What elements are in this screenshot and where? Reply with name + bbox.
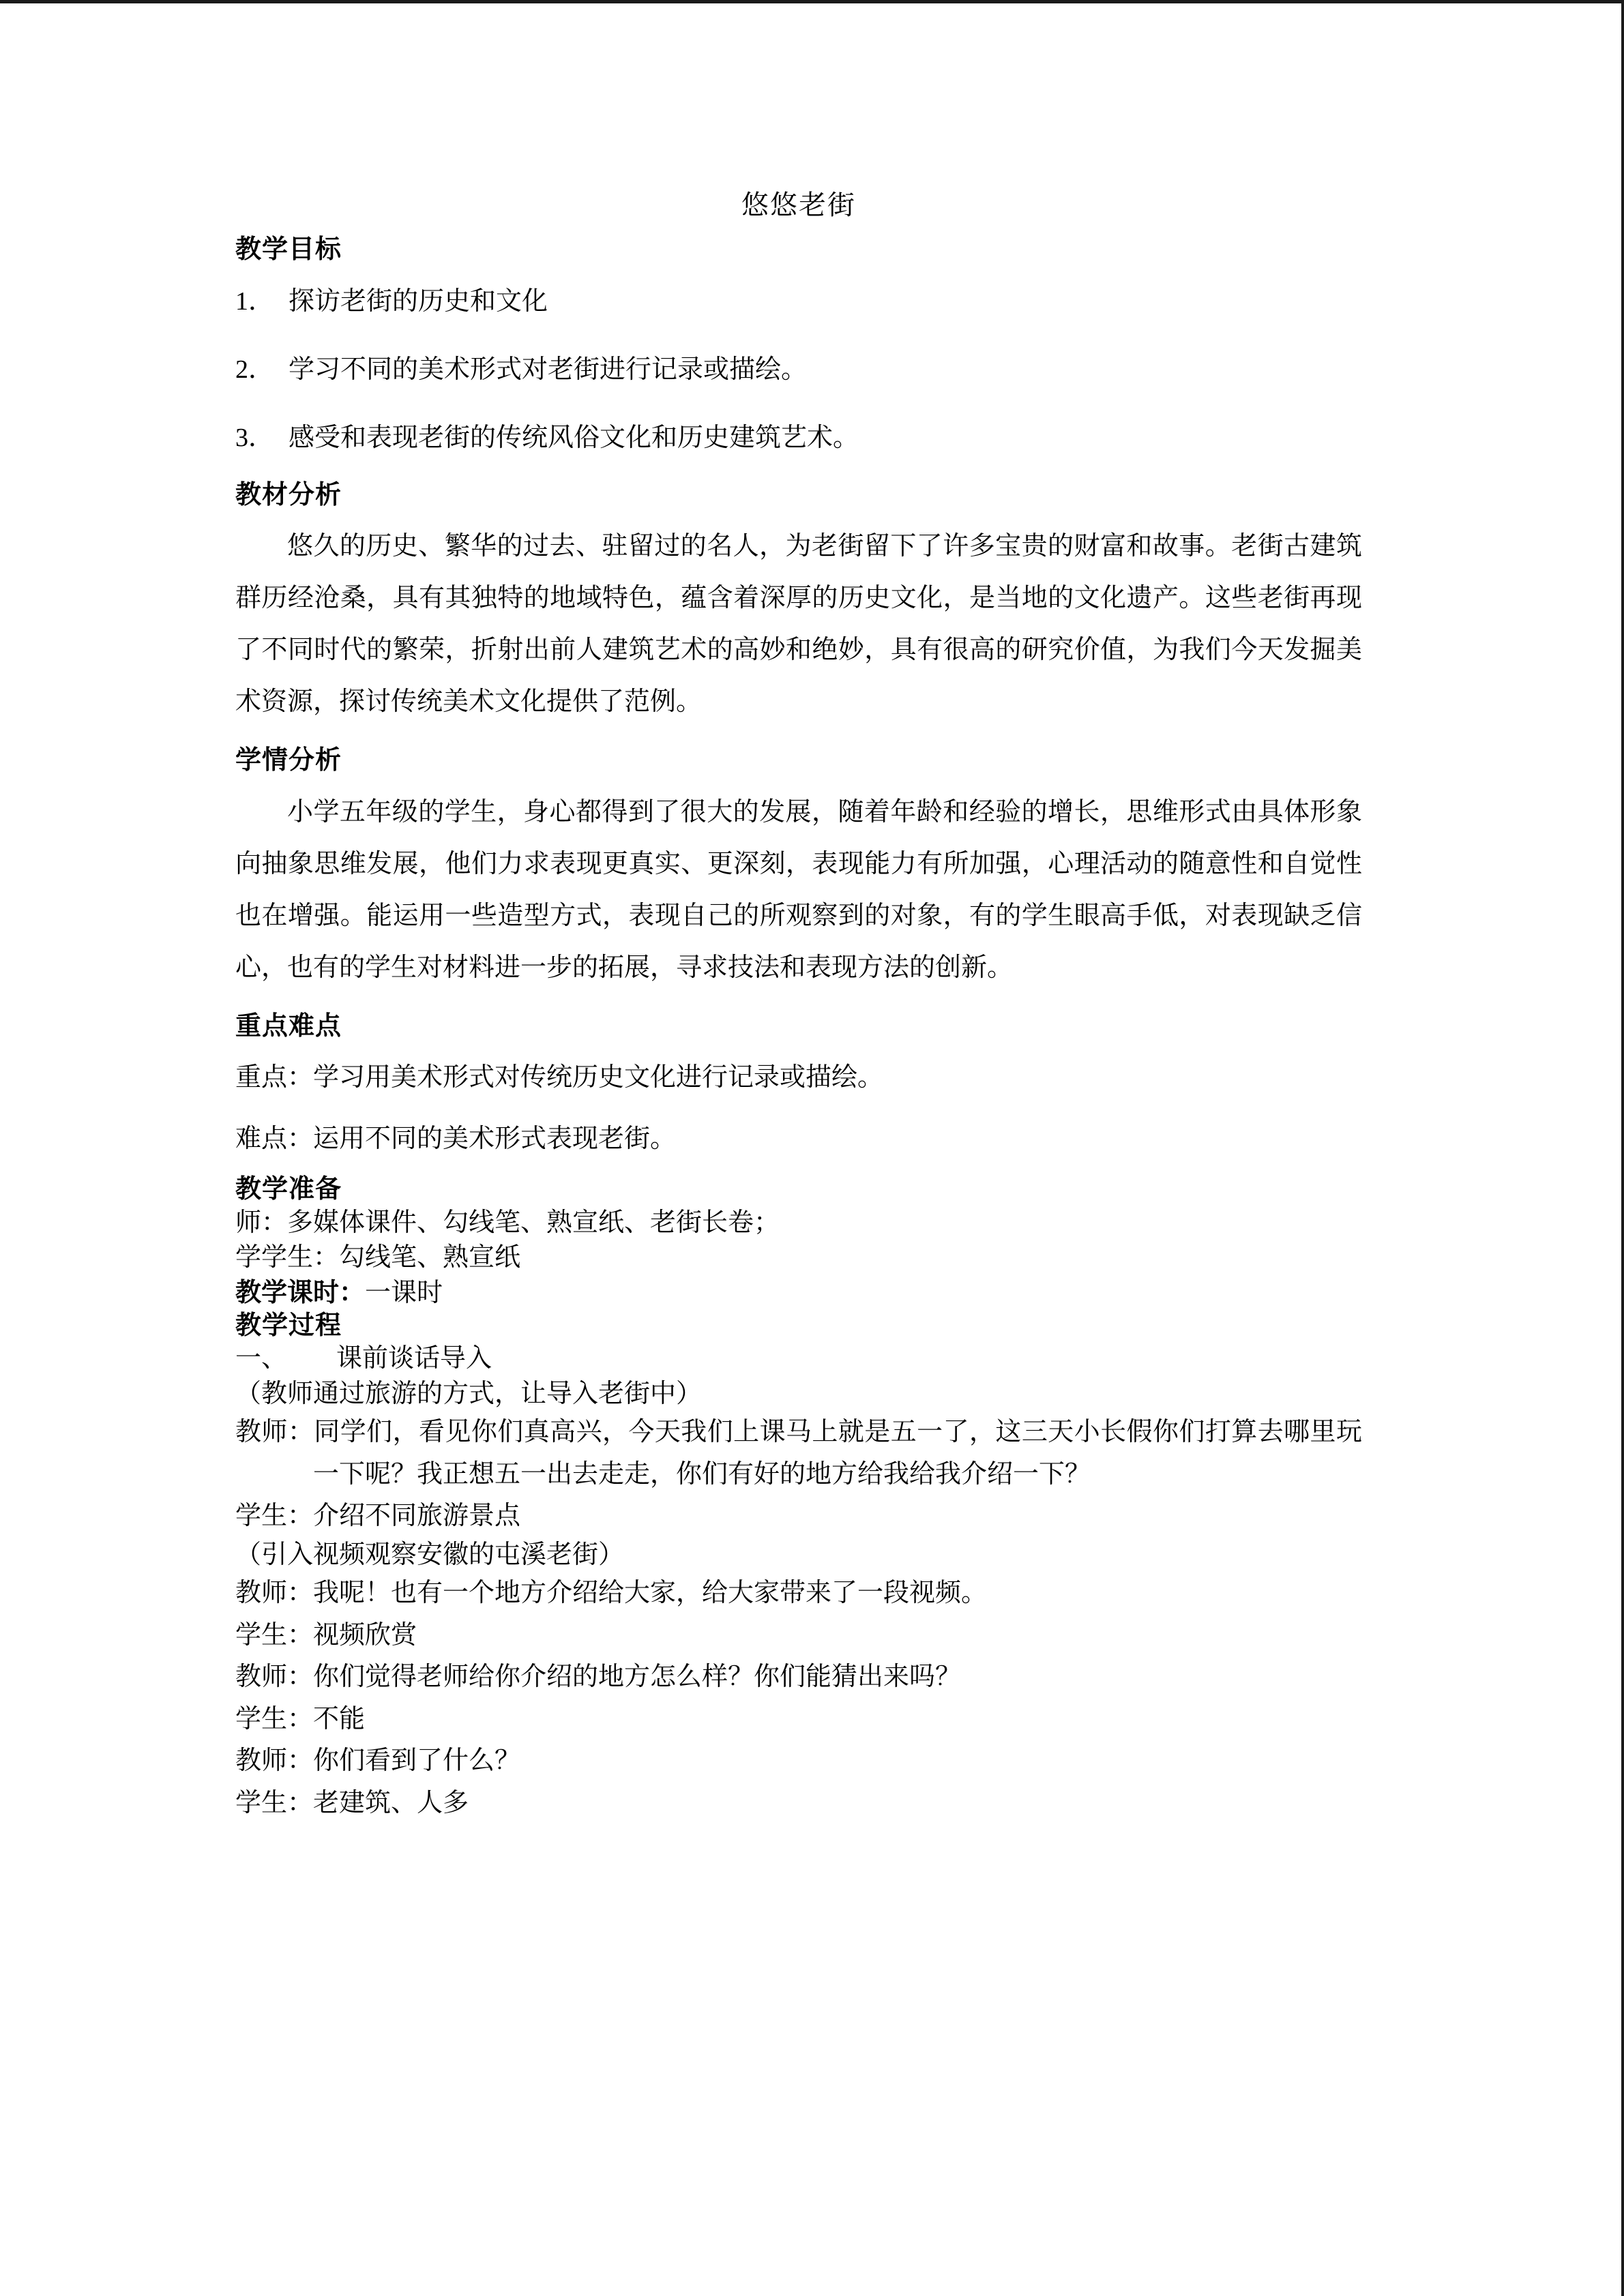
dialogue-text: 介绍不同旅游景点: [313, 1502, 521, 1531]
spacer: [235, 1103, 1362, 1113]
list-item: [235, 412, 1362, 464]
spacer: [235, 1165, 1362, 1174]
paragraph-student-analysis: 小学五年级的学生，身心都得到了很大的发展，随着年龄和经验的增长，思维形式由具体形象向抽象思维发展，他们力求表现更真实、更深刻，表现能力有所加强，心理活动的随意性和自觉性也在增强。能运用一些造型方式，表现自己的所观察到的对象，有的学生眼高手低，对表现缺乏信心，也有的学生对材料进一步的拓展，寻求技法和表现方法的创新。: [235, 797, 1362, 982]
document-body: [235, 190, 1362, 1824]
list-item-number: 2．: [235, 355, 275, 384]
dialogue-text: 视频欣赏: [313, 1620, 417, 1650]
dialogue-text: 你们看到了什么？: [313, 1746, 521, 1776]
paragraph-material-analysis: 悠久的历史、繁华的过去、驻留过的名人，为老街留下了许多宝贵的财富和故事。老街古建筑群历经沧桑，具有其独特的地域特色，蕴含着深厚的历史文化，是当地的文化遗产。这些老街再现了不同时代的繁荣，折射出前人建筑艺术的高妙和绝妙，具有很高的研究价值，为我们今天发掘美术资源，探讨传统美术文化提供了范例。: [235, 532, 1362, 717]
list-item-number: 1．: [235, 286, 275, 316]
spacer: [235, 266, 1362, 275]
dialogue-line: [235, 1495, 1362, 1538]
dialogue-speaker: 教师：: [235, 1663, 314, 1692]
page-top-edge-rule: [0, 0, 1624, 3]
key-point-line: 重点：学习用美术形式对传统历史文化进行记录或描绘。: [235, 1063, 884, 1092]
dialogue-text: 老建筑、人多: [313, 1788, 469, 1817]
list-item-label: 感受和表现老街的传统风俗文化和历史建筑艺术。: [289, 423, 859, 452]
spacer: [235, 1042, 1362, 1052]
spacer: [235, 511, 1362, 520]
dialogue-text: 不能: [313, 1704, 366, 1733]
preparation-teacher-line: 师：多媒体课件、勾线笔、熟宣纸、老街长卷；: [235, 1208, 780, 1237]
spacer: [235, 777, 1362, 786]
preparation-student-line: 学学生：勾线笔、熟宣纸: [235, 1243, 521, 1272]
dialogue-speaker: 学生：: [235, 1704, 314, 1733]
list-item: [235, 344, 1362, 396]
dialogue-line: [235, 1572, 1362, 1615]
dialogue-line: [235, 1412, 1362, 1495]
dialogue-line: [235, 1740, 1362, 1783]
section-heading-student-analysis: 学情分析: [235, 746, 342, 775]
spacer: [235, 994, 1362, 1011]
process-note-one: （教师通过旅游的方式，让导入老街中）: [235, 1379, 703, 1408]
dialogue-speaker: 学生：: [235, 1502, 314, 1531]
list-item-label: 学习不同的美术形式对老街进行记录或描绘。: [289, 355, 808, 384]
list-item: [235, 275, 1362, 327]
process-step-one: [235, 1341, 1362, 1376]
dialogue-line: [235, 1615, 1362, 1657]
dialogue-text: 同学们，看见你们真高兴，今天我们上课马上就是五一了，这三天小长假你们打算去哪里玩一下呢？我正想五一出去走走，你们有好的地方给我给我介绍一下？: [313, 1418, 1362, 1489]
class-hours-line: [235, 1276, 1362, 1311]
dialogue-speaker: 教师：: [235, 1746, 314, 1776]
dialogue-speaker: 教师：: [235, 1578, 314, 1607]
section-heading-preparation: 教学准备: [235, 1175, 342, 1204]
document-title: 悠悠老街: [741, 190, 856, 220]
process-note-two: （引入视频观察安徽的屯溪老街）: [235, 1540, 625, 1569]
process-step-one-number: 一、: [235, 1344, 288, 1373]
dialogue-text: 你们觉得老师给你介绍的地方怎么样？你们能猜出来吗？: [313, 1663, 962, 1692]
dialogue-speaker: 教师：: [235, 1418, 314, 1447]
section-heading-process: 教学过程: [235, 1311, 342, 1340]
page-right-edge-rule: [1621, 0, 1624, 2296]
section-heading-objectives: 教学目标: [235, 235, 342, 264]
difficult-point-line: 难点：运用不同的美术形式表现老街。: [235, 1124, 677, 1154]
dialogue-line: [235, 1656, 1362, 1699]
dialogue-line: [235, 1699, 1362, 1741]
spacer: [235, 728, 1362, 745]
section-heading-material-analysis: 教材分析: [235, 480, 342, 509]
list-item-label: 探访老街的历史和文化: [289, 286, 548, 316]
class-hours-label: 教学课时：: [235, 1278, 366, 1307]
class-hours-value: 一课时: [365, 1278, 443, 1307]
objectives-list: [235, 275, 1362, 464]
list-item-number: 3．: [235, 423, 275, 452]
dialogue-speaker: 学生：: [235, 1620, 314, 1650]
dialogue-text: 我呢！也有一个地方介绍给大家，给大家带来了一段视频。: [313, 1578, 988, 1607]
dialogue-line: [235, 1783, 1362, 1825]
section-heading-key-difficult: 重点难点: [235, 1011, 342, 1041]
process-step-one-title: 课前谈话导入: [336, 1344, 492, 1373]
dialogue-speaker: 学生：: [235, 1788, 314, 1817]
